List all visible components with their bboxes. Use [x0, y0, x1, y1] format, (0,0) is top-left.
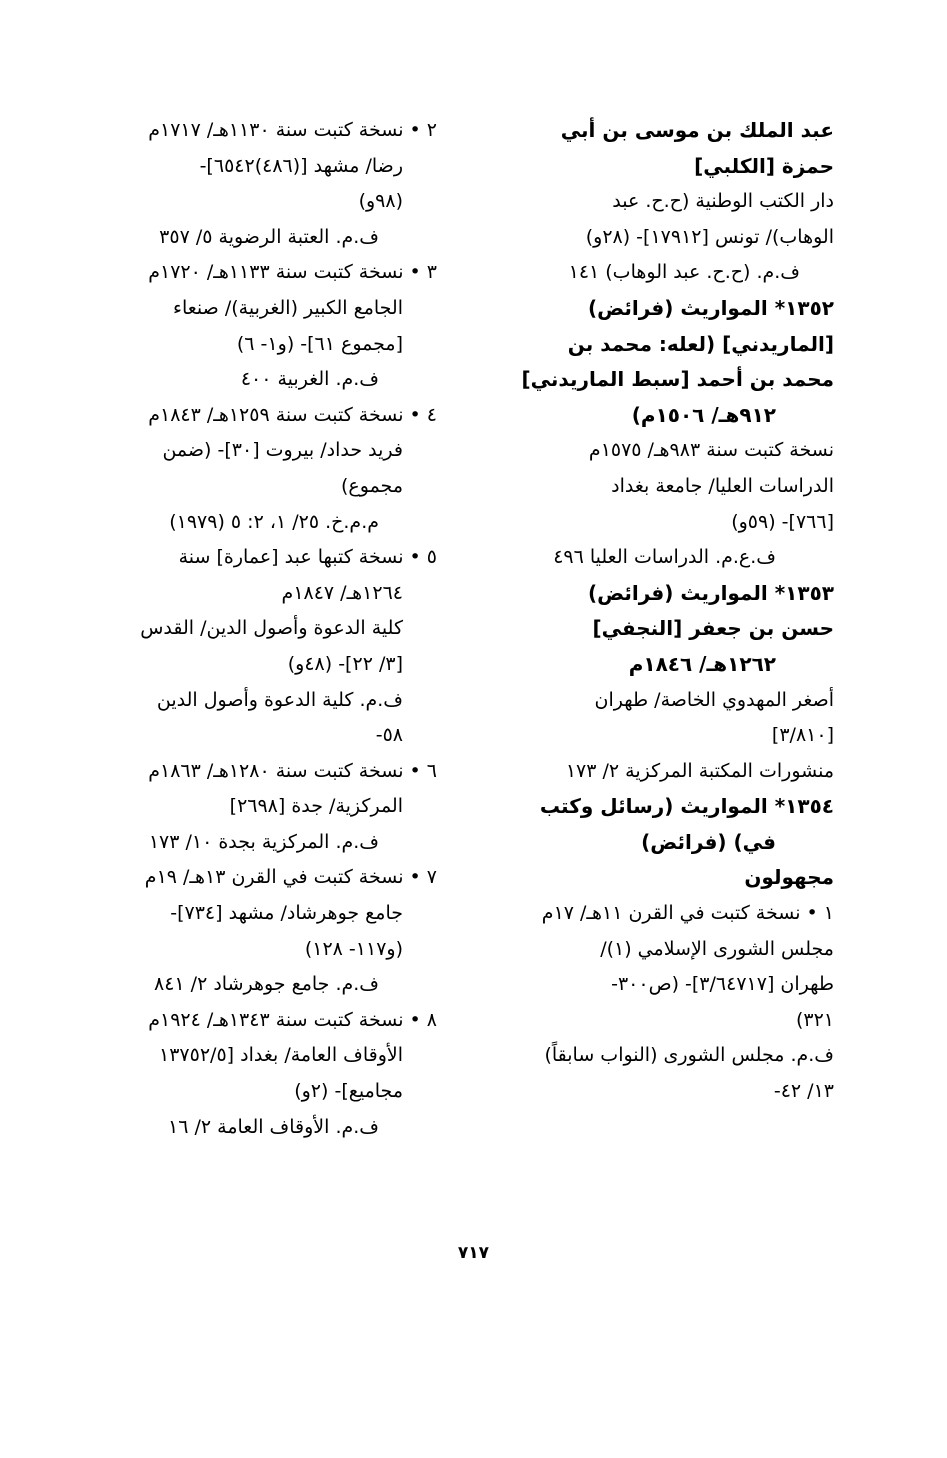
right-column-line: [٣/٨١٠] [771, 724, 834, 747]
right-column-line: ف.م. مجلس الشورى (النواب سابقاً) [544, 1044, 834, 1067]
right-column-line: مجهولون [744, 865, 834, 890]
left-column-line: م.م.خ. ٢٥/ ١، ٢: ٥ (١٩٧٩) [169, 510, 379, 533]
right-column-line: محمد بن أحمد [سبط الماريدني] [521, 367, 834, 392]
left-column-line: ٤ • نسخة كتبت سنة ١٢٥٩هـ/ ١٨٤٣م [148, 403, 437, 426]
left-column-line: فريد حداد/ بيروت [٣٠]- (ضمن [162, 439, 403, 462]
left-column-line: كلية الدعوة وأصول الدين/ القدس [140, 617, 403, 640]
right-column-line: [الماريدني] (لعله: محمد بن [567, 331, 834, 356]
left-column-line: ف.م. الأوقاف العامة ٢/ ١٦ [168, 1115, 379, 1138]
left-column-line: الجامع الكبير (الغربية)/ صنعاء [173, 296, 403, 319]
left-column-line: ٢ • نسخة كتبت سنة ١١٣٠هـ/ ١٧١٧م [148, 119, 437, 141]
right-column-line: مجلس الشورى الإسلامي (١)/ [600, 937, 834, 960]
right-column-line: الدراسات العليا/ جامعة بغداد [611, 474, 834, 497]
left-column-line: ف.م. الغربية ٤٠٠ [240, 368, 379, 391]
left-column-line: ٥ • نسخة كتبها عبد [عمارة] سنة [178, 546, 437, 569]
left-column-line: المركزية/ جدة [٢٦٩٨] [229, 795, 403, 818]
right-column-line: الوهاب)/ تونس [١٧٩١٢]- (٢٨و) [585, 225, 834, 248]
left-column-line: (٩٨و) [358, 190, 403, 213]
left-column-line: مجموع) [341, 474, 403, 497]
left-column-line: جامع جوهرشاد/ مشهد [٧٣٤]- [170, 902, 403, 925]
page-number: ٧١٧ [457, 1243, 490, 1263]
right-column-line: في) (فرائض) [641, 829, 776, 854]
right-column-line: دار الكتب الوطنية (ح.ح. عبد [612, 190, 834, 213]
right-column-line: [٧٦٦]- (٥٩و) [731, 510, 834, 533]
left-column-line: ١٢٦٤هـ/ ١٨٤٧م [281, 581, 403, 604]
right-column-line: حسن بن جعفر [النجفي] [592, 616, 834, 641]
right-column-line: منشورات المكتبة المركزية ٢/ ١٧٣ [565, 759, 834, 782]
right-column [499, 113, 834, 1110]
right-column-line: ١٢٦٢هـ/ ١٨٤٦م [628, 651, 776, 676]
left-column-line: ٥٨- [375, 724, 403, 747]
left-column-line: ٦ • نسخة كتبت سنة ١٢٨٠هـ/ ١٨٦٣م [148, 759, 437, 782]
right-column-line: ٩١٢هـ/ ١٥٠٦م) [631, 402, 776, 427]
left-column-line: ٧ • نسخة كتبت في القرن ١٣هـ/ ١٩م [144, 866, 437, 889]
right-column-line: أصغر المهدوي الخاصة/ طهران [594, 688, 834, 711]
right-column-line: ١٣٥٣* المواريث (فرائض) [587, 580, 834, 605]
left-column-line: ف.م. العتبة الرضوية ٥/ ٣٥٧ [159, 225, 379, 248]
right-column-line: ١٣٥٤* المواريث (رسائل وكتب [539, 794, 834, 819]
left-column-line: رضا/ مشهد [(٤٨٦)٦٥٤٢]- [199, 154, 403, 177]
left-column-line: ف.م. جامع جوهرشاد ٢/ ٨٤١ [153, 973, 379, 996]
right-column-line: ٣٢١) [795, 1008, 834, 1031]
right-column-line: عبد الملك بن موسى بن أبي [560, 118, 834, 142]
right-column-line: ف.ع.م. الدراسات العليا ٤٩٦ [553, 546, 776, 569]
right-column-line: ١٣/ ٤٢- [773, 1080, 834, 1103]
left-column-line: [٣/ ٢٢]- (٤٨و) [287, 652, 403, 675]
right-column-line: ١ • نسخة كتبت في القرن ١١هـ/ ١٧م [541, 902, 834, 925]
left-column-line: ٨ • نسخة كتبت سنة ١٣٤٣هـ/ ١٩٢٤م [148, 1008, 437, 1031]
left-column-line: ف.م. المركزية بجدة ١٠/ ١٧٣ [148, 830, 379, 853]
left-column-line: الأوقاف العامة/ بغداد [١٣٧٥٢/٥ [159, 1044, 403, 1067]
right-column-line: حمزة [الكلبي] [694, 153, 834, 178]
right-column-line: طهران [٣/٦٤٧١٧]- (ص٣٠٠- [611, 973, 834, 996]
left-column-line: [مجموع ٦١]- (و١- ٦) [236, 332, 403, 355]
right-column-line: نسخة كتبت سنة ٩٨٣هـ/ ١٥٧٥م [588, 439, 834, 462]
left-column-line: ف.م. كلية الدعوة وأصول الدين [156, 688, 403, 711]
left-column [117, 113, 437, 1145]
left-column-line: ٣ • نسخة كتبت سنة ١١٣٣هـ/ ١٧٢٠م [148, 261, 437, 284]
right-column-line: ١٣٥٢* المواريث (فرائض) [587, 295, 834, 320]
left-column-line: (و١١٧- ١٢٨) [304, 937, 403, 960]
right-column-line: ف.م. (ح.ح. عبد الوهاب) ١٤١ [568, 261, 800, 284]
left-column-line: مجاميع]- (٢و) [294, 1080, 403, 1103]
